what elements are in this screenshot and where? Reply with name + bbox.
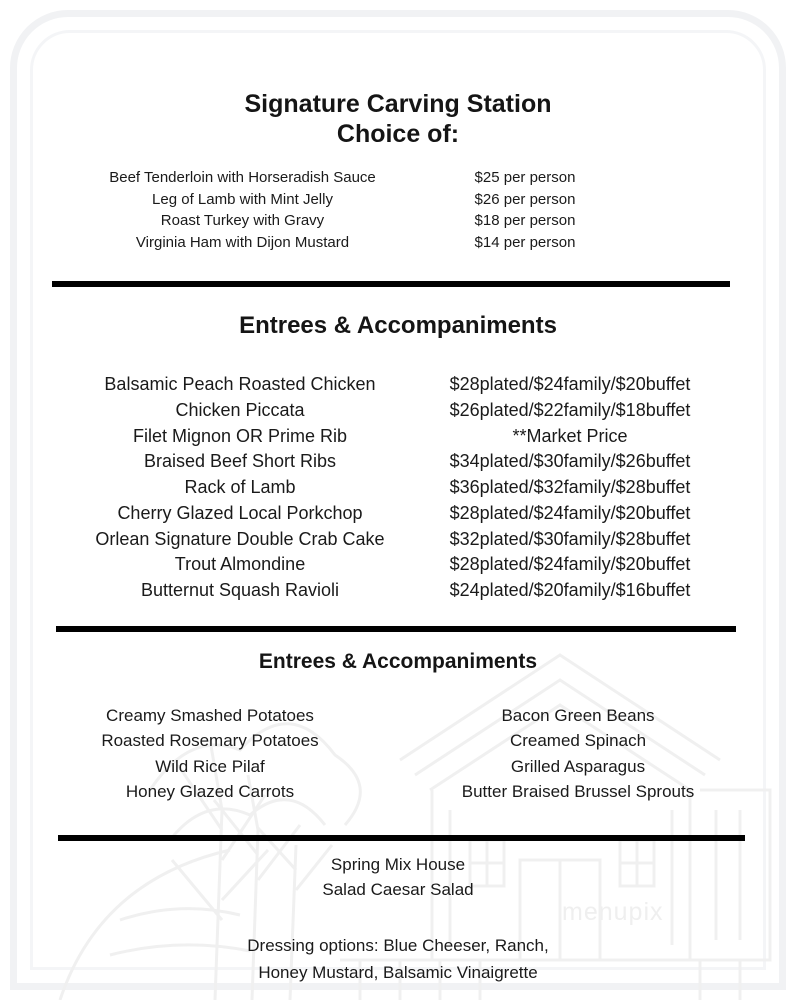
entree-item-price: **Market Price xyxy=(512,425,628,446)
carving-item-price: $18 per person xyxy=(474,212,576,229)
dressing-options-line: Dressing options: Blue Cheeser, Ranch, xyxy=(247,936,549,955)
accompaniment-item: Roasted Rosemary Potatoes xyxy=(101,731,319,751)
entree-item-name: Butternut Squash Ravioli xyxy=(140,579,340,600)
entree-item-row xyxy=(0,527,796,553)
carving-item-row xyxy=(0,210,796,232)
entree-item-row xyxy=(0,398,796,424)
section-divider-2 xyxy=(56,626,736,632)
carving-station-list xyxy=(0,167,796,253)
accompaniment-item: Wild Rice Pilaf xyxy=(155,756,265,776)
accompaniments-left-column xyxy=(45,703,375,805)
entree-item-row xyxy=(0,424,796,450)
accompaniments-right-column xyxy=(413,703,743,805)
carving-item-name: Roast Turkey with Gravy xyxy=(160,212,325,229)
entree-item-row xyxy=(0,552,796,578)
entree-item-price: $28plated/$24family/$20buffet xyxy=(449,502,691,523)
carving-item-price: $26 per person xyxy=(474,190,576,208)
entree-item-name: Cherry Glazed Local Porkchop xyxy=(117,502,363,523)
entree-item-row xyxy=(0,372,796,398)
carving-station-heading: Signature Carving Station xyxy=(244,90,552,118)
accompaniment-item: Grilled Asparagus xyxy=(510,756,646,776)
carving-item-row xyxy=(0,189,796,211)
menupix-watermark-text: menupix xyxy=(562,898,664,926)
accompaniment-item: Creamed Spinach xyxy=(509,731,647,751)
entree-item-name: Balsamic Peach Roasted Chicken xyxy=(104,374,376,395)
entree-item-price: $32plated/$30family/$28buffet xyxy=(449,528,691,549)
entree-item-price: $24plated/$20family/$16buffet xyxy=(449,579,691,600)
entree-item-name: Braised Beef Short Ribs xyxy=(143,451,337,472)
carving-item-price: $25 per person xyxy=(474,169,576,186)
accompaniment-item: Honey Glazed Carrots xyxy=(125,782,295,802)
entrees-heading: Entrees & Accompaniments xyxy=(239,312,557,339)
carving-station-section xyxy=(0,90,796,253)
entree-item-price: $28plated/$24family/$20buffet xyxy=(449,374,691,395)
entree-item-price: $36plated/$32family/$28buffet xyxy=(449,477,691,498)
carving-item-name: Virginia Ham with Dijon Mustard xyxy=(135,233,350,251)
entree-item-row xyxy=(0,501,796,527)
entree-item-row xyxy=(0,475,796,501)
entree-item-name: Trout Almondine xyxy=(174,554,306,575)
entree-item-row xyxy=(0,449,796,475)
carving-item-name: Beef Tenderloin with Horseradish Sauce xyxy=(109,169,376,186)
dressing-options xyxy=(0,932,796,986)
entree-item-name: Rack of Lamb xyxy=(184,477,296,498)
accompaniment-item: Creamy Smashed Potatoes xyxy=(106,705,314,725)
entrees-list xyxy=(0,372,796,603)
salads-section xyxy=(0,852,796,986)
entree-item-price: $28plated/$24family/$20buffet xyxy=(449,554,691,575)
carving-item-name: Leg of Lamb with Mint Jelly xyxy=(152,190,333,208)
accompaniments-section xyxy=(0,650,796,805)
accompaniment-item: Bacon Green Beans xyxy=(501,705,655,725)
carving-station-subheading: Choice of: xyxy=(336,119,460,148)
carving-item-price: $14 per person xyxy=(474,233,576,251)
accompaniment-item: Butter Braised Brussel Sprouts xyxy=(461,782,695,802)
section-divider-1 xyxy=(52,281,730,287)
entree-item-name: Orlean Signature Double Crab Cake xyxy=(95,528,385,549)
entree-item-row xyxy=(0,578,796,604)
salad-item: Spring Mix House xyxy=(330,855,466,874)
carving-item-row xyxy=(0,167,796,189)
entree-item-price: $26plated/$22family/$18buffet xyxy=(449,400,691,421)
dressing-options-line: Honey Mustard, Balsamic Vinaigrette xyxy=(258,963,538,982)
entree-item-name: Chicken Piccata xyxy=(175,400,305,421)
carving-item-row xyxy=(0,232,796,254)
salad-list xyxy=(0,852,796,902)
entree-item-price: $34plated/$30family/$26buffet xyxy=(449,451,691,472)
salad-item: Salad Caesar Salad xyxy=(322,880,474,899)
entree-item-name: Filet Mignon OR Prime Rib xyxy=(132,425,348,446)
section-divider-3 xyxy=(58,835,745,841)
entrees-section xyxy=(0,312,796,604)
accompaniments-heading: Entrees & Accompaniments xyxy=(258,650,538,673)
accompaniments-columns xyxy=(0,703,796,805)
